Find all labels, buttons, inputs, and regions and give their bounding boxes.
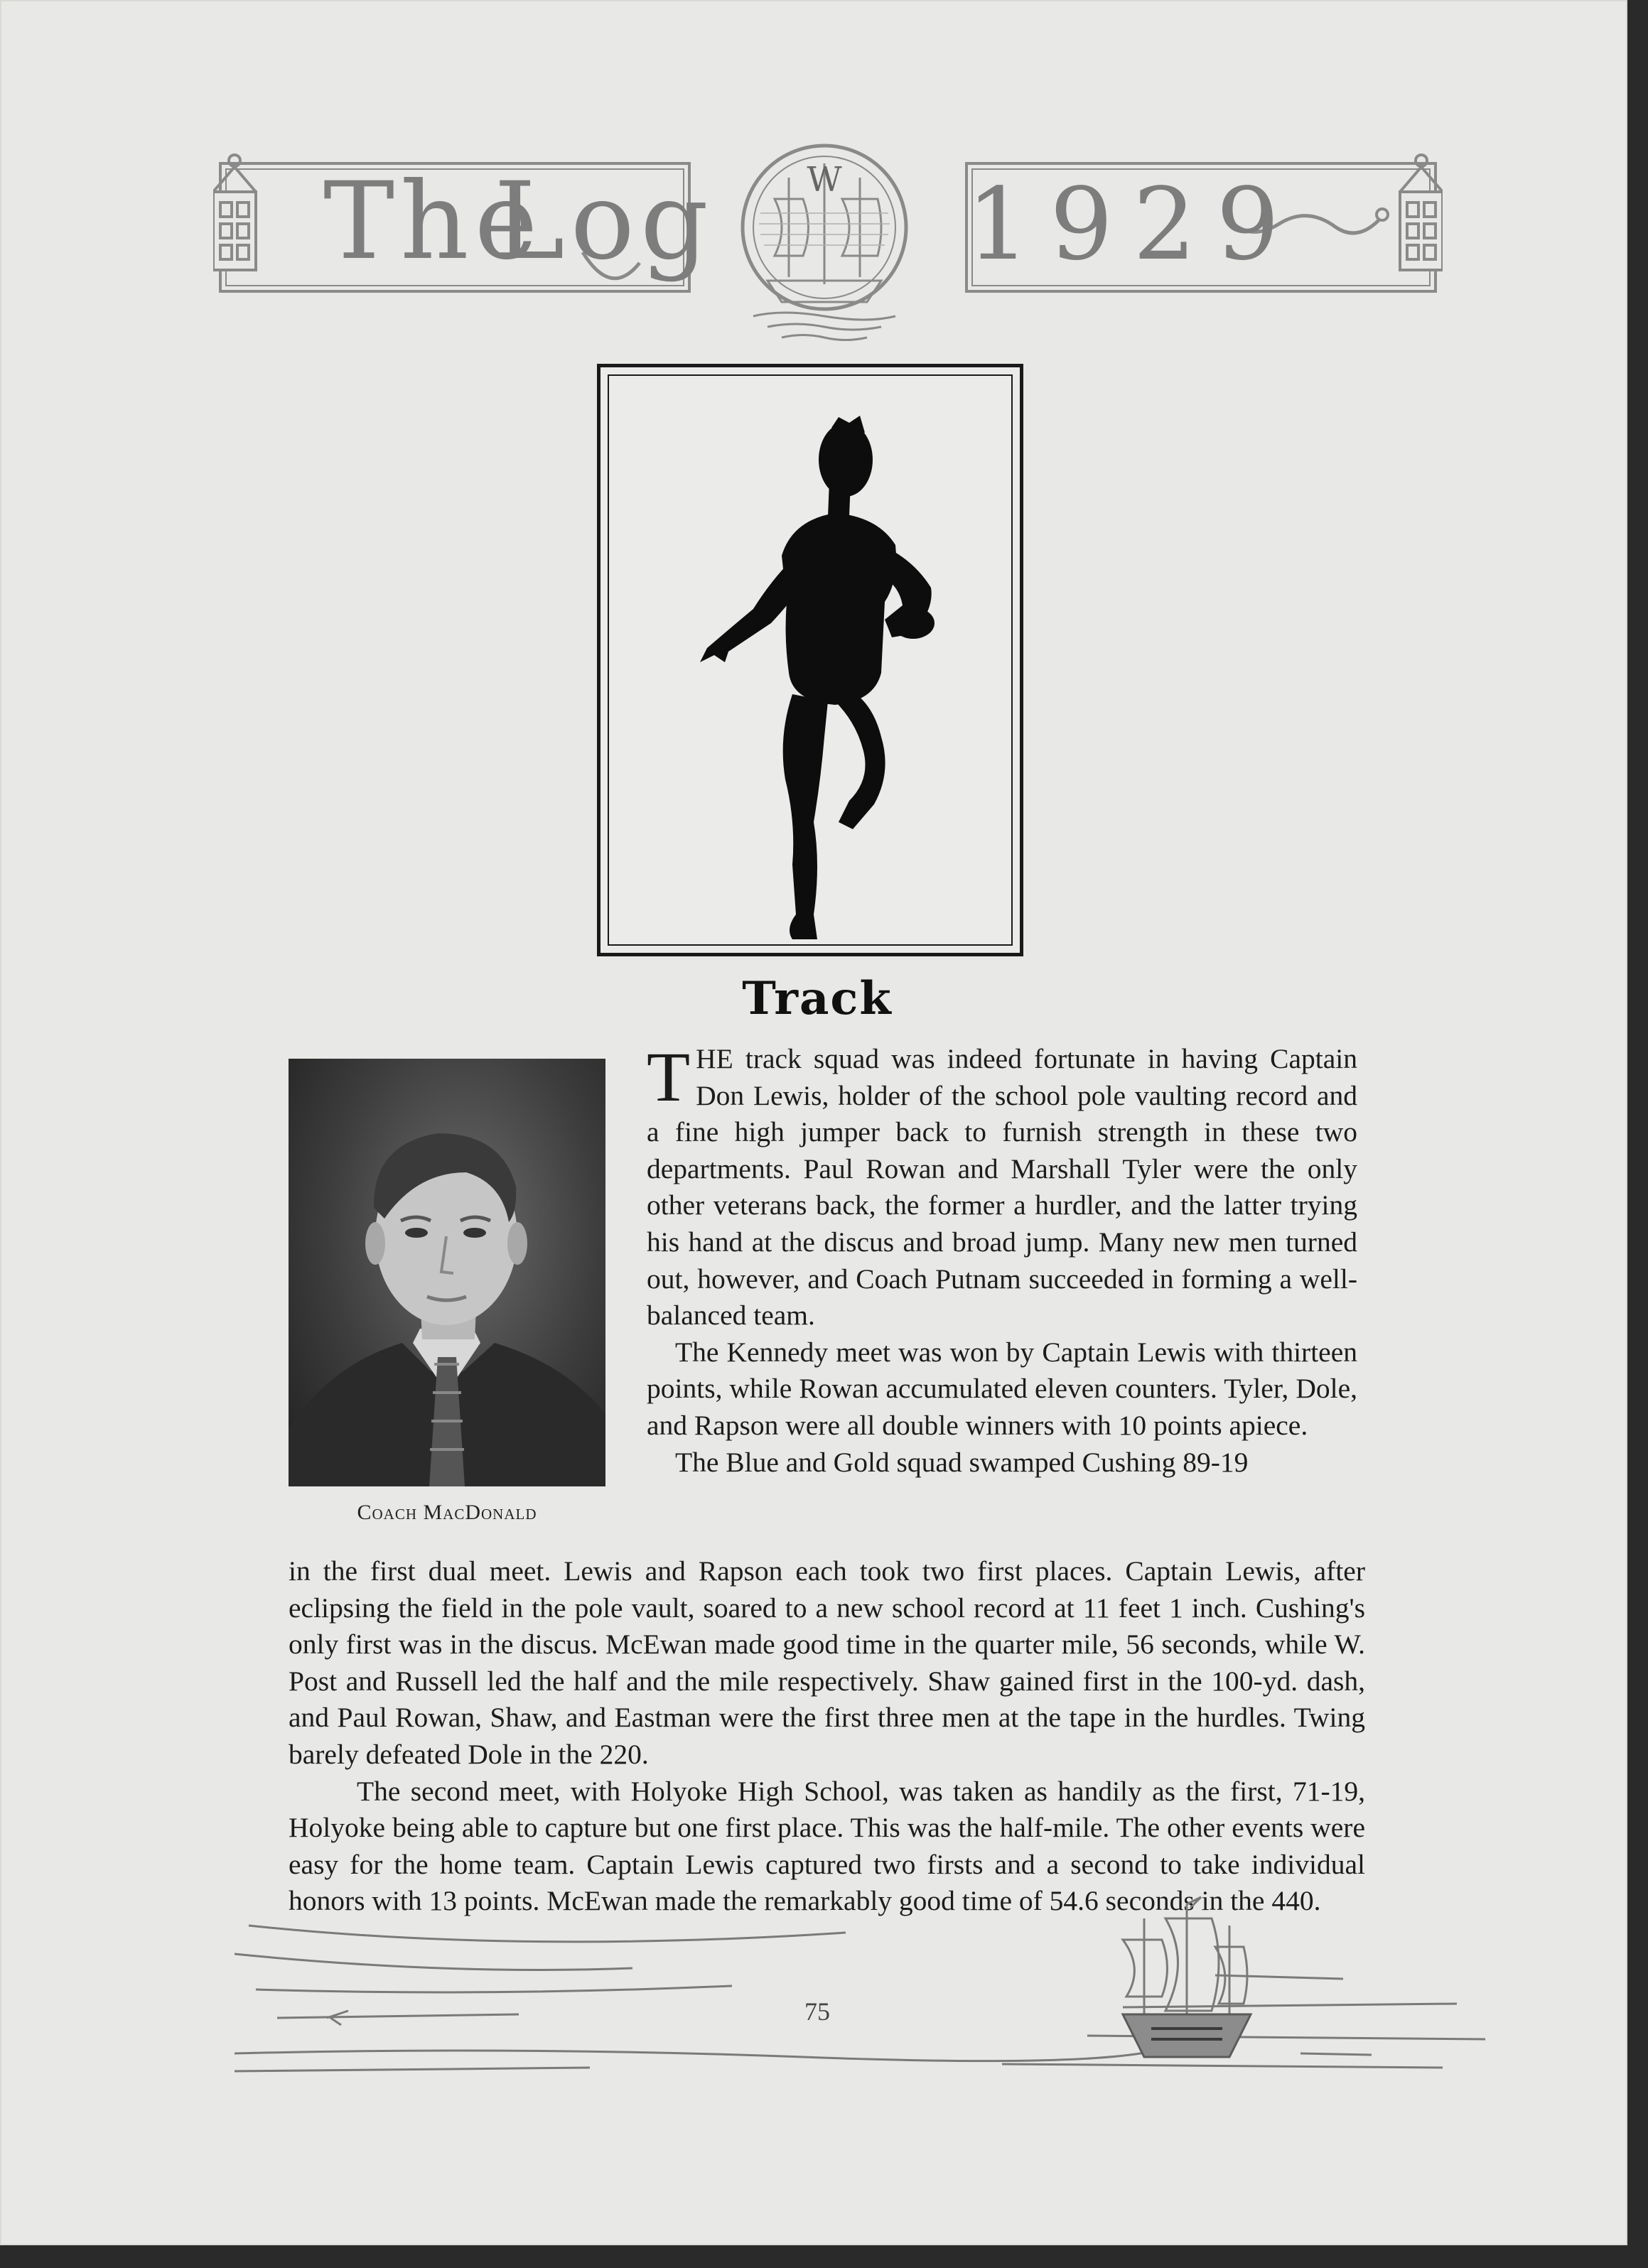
article-paragraph-2: The Kennedy meet was won by Captain Lewis with thirteen points, while Rowan accumulated eleven counters. Tyler, Dole, and Rapson were all double winners with 10 points apiece. bbox=[647, 1336, 1357, 1441]
header-year: 1929 bbox=[966, 167, 1300, 283]
coach-portrait-photo bbox=[289, 1059, 605, 1486]
header-word-the: The bbox=[323, 160, 544, 284]
article-column bbox=[647, 1037, 1357, 1481]
coach-portrait-image bbox=[289, 1059, 605, 1486]
runner-illustration-frame bbox=[597, 364, 1023, 956]
runner-silhouette-image bbox=[601, 367, 1020, 953]
article-paragraph-3-continued: in the first dual meet. Lewis and Rapson each took two first places. Captain Lewis, after eclipsing the field in the pole vault, soared to a new school record at 11 feet 1 inch. Cushing's only first was in the discus. McEwan made good time in the quarter mile, 56 seconds, while W. Post and Russell led the half and the mile respectively. Shaw gained first in the 100-yd. dash, and Paul Rowan, Shaw, and Eastman were the first three men at the tape in the hurdles. Twing barely defeated Dole in the 220. bbox=[289, 1555, 1365, 1770]
drop-cap: T bbox=[647, 1037, 691, 1116]
ship-and-waves-drawing bbox=[235, 1890, 1492, 2103]
emblem-letter: W bbox=[807, 160, 842, 200]
section-title: Track bbox=[742, 972, 893, 1025]
header-word-log: Log bbox=[494, 160, 714, 284]
header-banner bbox=[213, 135, 1443, 348]
article-full-width bbox=[289, 1553, 1365, 1920]
footer-ornament bbox=[235, 1890, 1492, 2103]
article-paragraph-4: The second meet, with Holyoke High School, was taken as handily as the first, 71-19, Holyoke being able to capture but one first place. This was the half-mile. The other events were easy for the home team. Captain Lewis captured two firsts and a second to take individual honors with 13 points. McEwan made the remarkably good time of 54.6 seconds in the 440. bbox=[289, 1775, 1365, 1917]
photo-caption: Coach MacDonald bbox=[357, 1501, 537, 1524]
article-paragraph-1 bbox=[647, 1037, 1357, 1334]
article-paragraph-3-start: The Blue and Gold squad swamped Cushing 89-19 bbox=[675, 1446, 1249, 1478]
paragraph-1-text: HE track squad was indeed fortunate in having Captain Don Lewis, holder of the school pole vaulting record and a fine high jumper back to furnish strength in these two departments. Paul Rowan and Marshall Tyler were the only other veterans back, the former a hurdler, and the latter trying his hand at the discus and broad jump. Many new men turned out, however, and Coach Putnam succeeded in forming a well-balanced team. bbox=[647, 1043, 1357, 1332]
page-number: 75 bbox=[804, 1997, 830, 2026]
